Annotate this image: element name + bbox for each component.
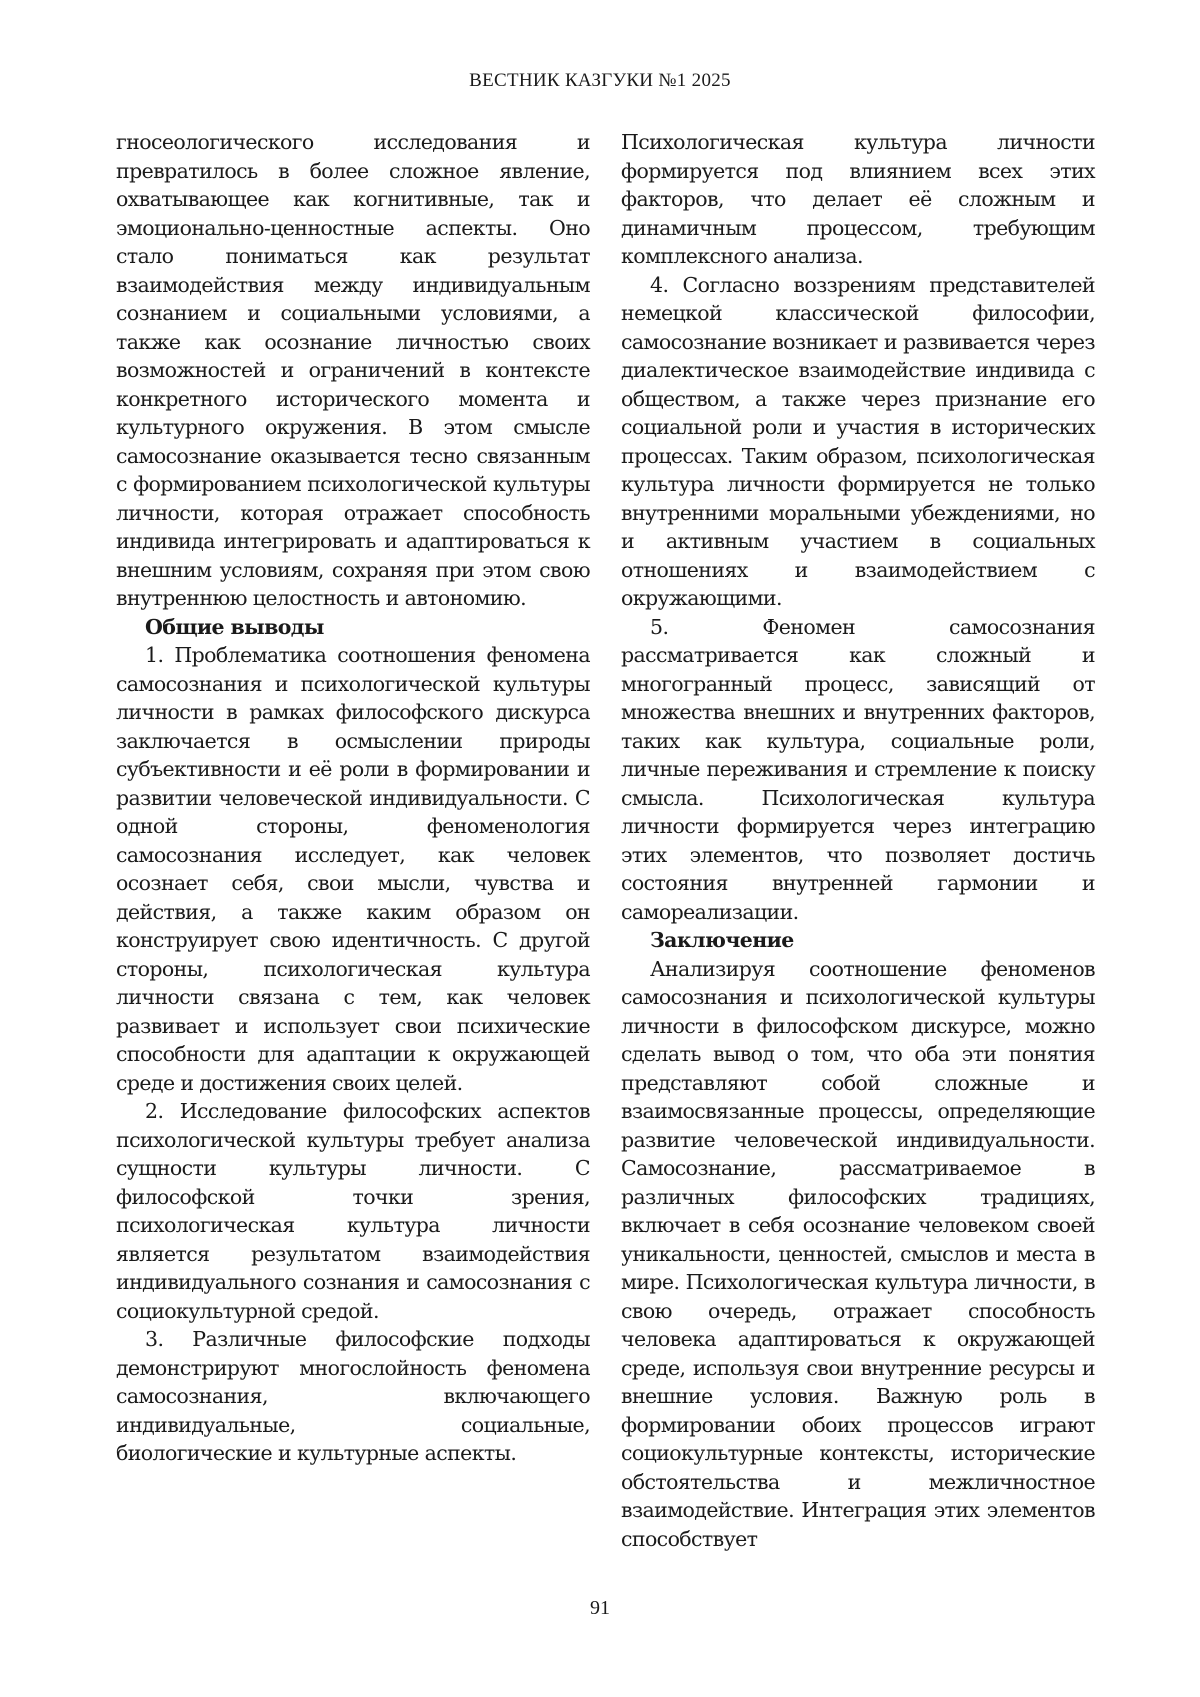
section-heading-conclusions: Общие выводы <box>145 614 324 639</box>
conclusion-item-4: 4. Согласно воззрениям представителей немецкой классической философии, самосознание возникает и развивается через диалектическое взаимодействие индивида с обществом, а также через признание его социальной роли и участия в исторических процессах. Таким образом, психологическая культура личности формируется не только внутренними моральными убеждениями, но и активным участием в социальных отношениях и взаимодействием с окружающими. <box>621 272 1095 610</box>
left-column <box>116 128 590 1468</box>
journal-header: ВЕСТНИК КАЗГУКИ №1 2025 <box>469 70 731 91</box>
section-heading-final: Заключение <box>650 928 794 952</box>
paragraph-continuation: гносеологического исследования и превратилось в более сложное явление, охватывающее как когнитивные, так и эмоционально-ценностные аспекты. Оно стало пониматься как результат взаимодействия между индивидуальным сознанием и социальными условиями, а также как осознание личностью своих возможностей и ограничений в контексте конкретного исторического момента и культурного окружения. В этом смысле самосознание оказывается тесно связанным с формированием психологической культуры личности, которая отражает способность индивида интегрировать и адаптироваться к внешним условиям, сохраняя при этом свою внутреннюю целостность и автономию. <box>116 130 590 610</box>
conclusion-item-2: 2. Исследование философских аспектов психологической культуры требует анализа сущности культуры личности. С философской точки зрения, психологическая культура личности является результатом взаимодействия индивидуального сознания и самосознания с социокультурной средой. <box>116 1099 590 1323</box>
conclusion-item-3: 3. Различные философские подходы демонстрируют многослойность феномена самосознания, включающего индивидуальные, социальные, биологические и культурные аспекты. <box>116 1327 590 1465</box>
page-number: 91 <box>590 1597 610 1619</box>
conclusion-item-3-continuation: Психологическая культура личности формируется под влиянием всех этих факторов, что делает её сложным и динамичным процессом, требующим комплексного анализа. <box>621 130 1095 268</box>
final-paragraph: Анализируя соотношение феноменов самосознания и психологической культуры личности в философском дискурсе, можно сделать вывод о том, что оба эти понятия представляют собой сложные и взаимосвязанные процессы, определяющие развитие человеческой индивидуальности. Самосознание, рассматриваемое в различных философских традициях, включает в себя осознание человеком своей уникальности, ценностей, смыслов и места в мире. Психологическая культура личности, в свою очередь, отражает способность человека адаптироваться к окружающей среде, используя свои внутренние ресурсы и внешние условия. Важную роль в формировании обоих процессов играют социокультурные контексты, исторические обстоятельства и межличностное взаимодействие. Интеграция этих элементов способствует <box>621 956 1095 1551</box>
right-column <box>621 128 1095 1553</box>
conclusion-item-1: 1. Проблематика соотношения феномена самосознания и психологической культуры личности в рамках философского дискурса заключается в осмыслении природы субъективности и её роли в формировании и развитии человеческой индивидуальности. С одной стороны, феноменология самосознания исследует, как человек осознает себя, свои мысли, чувства и действия, а также каким образом он конструирует свою идентичность. С другой стороны, психологическая культура личности связана с тем, как человек развивает и использует свои психические способности для адаптации к окружающей среде и достижения своих целей. <box>116 643 590 1095</box>
conclusion-item-5: 5. Феномен самосознания рассматривается как сложный и многогранный процесс, зависящий от множества внешних и внутренних факторов, таких как культура, социальные роли, личные переживания и стремление к поиску смысла. Психологическая культура личности формируется через интеграцию этих элементов, что позволяет достичь состояния внутренней гармонии и самореализации. <box>621 614 1095 924</box>
